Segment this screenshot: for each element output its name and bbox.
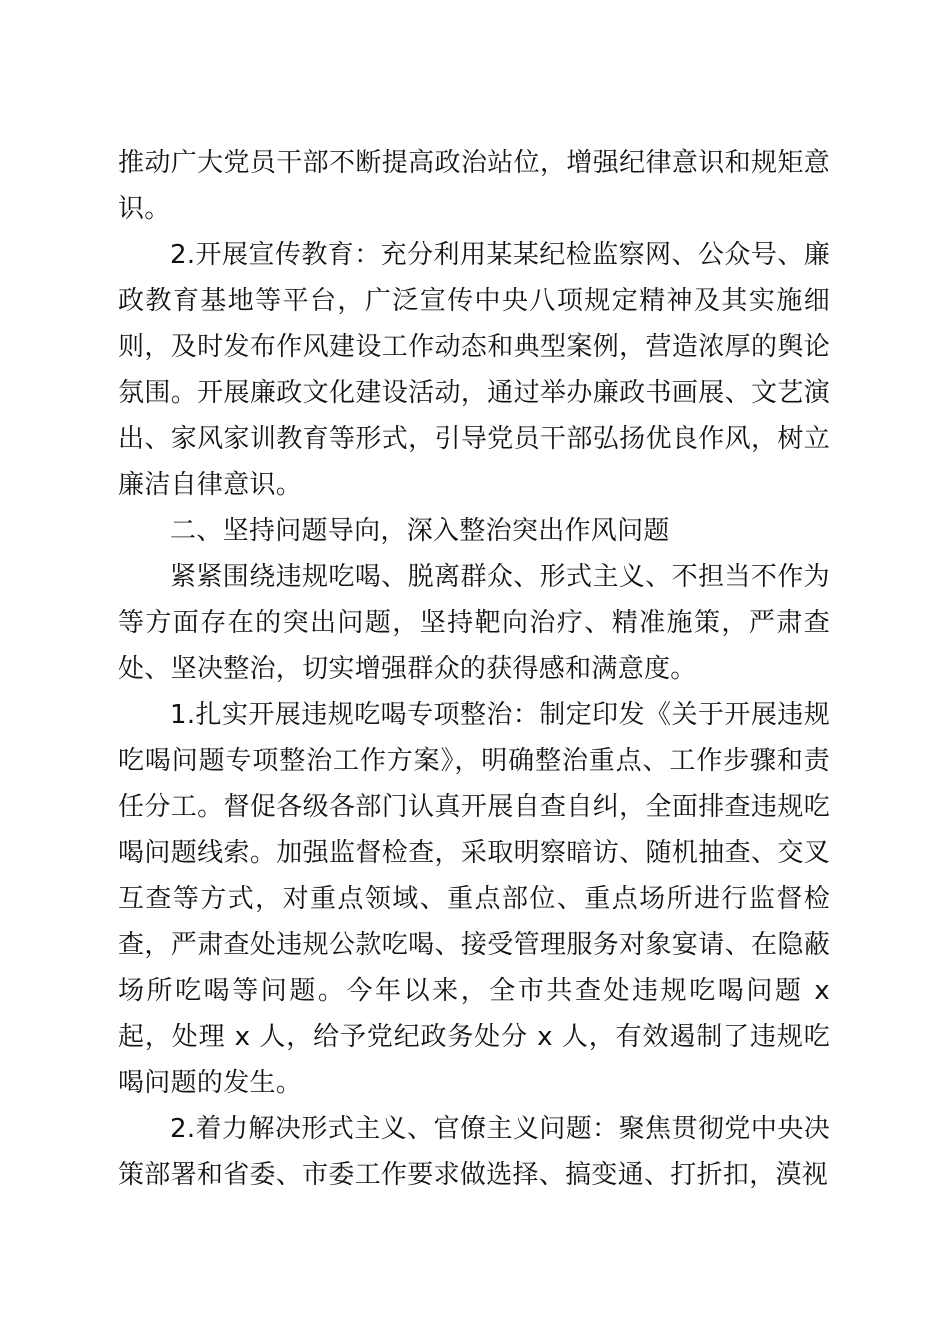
paragraph-formalism: 2.着力解决形式主义、官僚主义问题：聚焦贯彻党中央决策部署和省委、市委工作要求做选择、搞变通、打折扣，漠视 bbox=[118, 1114, 830, 1190]
paragraph-dining-rectification: 1.扎实开展违规吃喝专项整治：制定印发《关于开展违规吃喝问题专项整治工作方案》，明确整治重点、工作步骤和责任分工。督促各级各部门认真开展自查自纠，全面排查违规吃喝问题线索。加强监督检查，采取明察暗访、随机抽查、交叉互查等方式，对重点领域、重点部位、重点场所进行监督检查，严肃查处违规公款吃喝、接受管理服务对象宴请、在隐蔽场所吃喝等问题。今年以来，全市共查处违规吃喝问题 x 起，处理 x 人，给予党纪政务处分 x 人，有效遏制了违规吃喝问题的发生。 bbox=[118, 700, 830, 1098]
document-body bbox=[118, 140, 830, 1198]
section-heading: 二、坚持问题导向，深入整治突出作风问题 bbox=[170, 516, 670, 546]
paragraph-section-intro: 紧紧围绕违规吃喝、脱离群众、形式主义、不担当不作为等方面存在的突出问题，坚持靶向治疗、精准施策，严肃查处、坚决整治，切实增强群众的获得感和满意度。 bbox=[118, 562, 830, 684]
paragraph-publicity-education: 2.开展宣传教育：充分利用某某纪检监察网、公众号、廉政教育基地等平台，广泛宣传中央八项规定精神及其实施细则，及时发布作风建设工作动态和典型案例，营造浓厚的舆论氛围。开展廉政文化建设活动，通过举办廉政书画展、文艺演出、家风家训教育等形式，引导党员干部弘扬优良作风，树立廉洁自律意识。 bbox=[118, 240, 830, 500]
paragraph-continuation: 推动广大党员干部不断提高政治站位，增强纪律意识和规矩意识。 bbox=[118, 148, 830, 224]
